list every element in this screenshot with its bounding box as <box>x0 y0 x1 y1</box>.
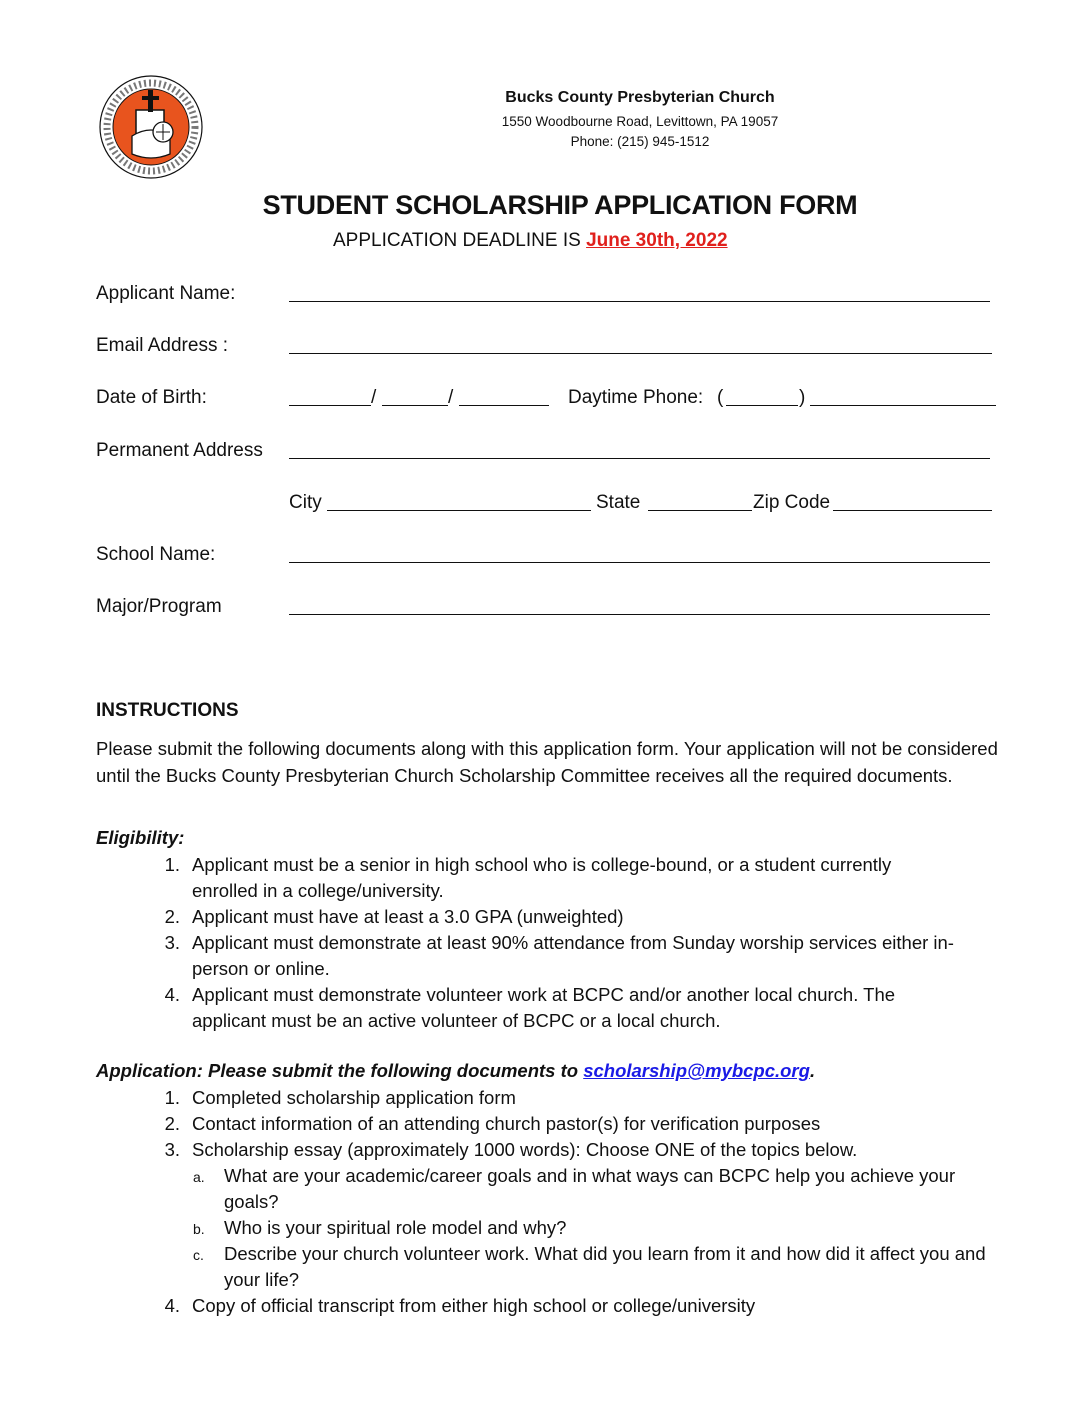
application-num-3: 3. <box>164 1139 180 1160</box>
eligibility-item-4: Applicant must demonstrate volunteer work at BCPC and/or another local church. The applicant must be an active volunteer of BCPC or a local church. <box>192 984 896 1031</box>
church-logo <box>98 74 204 180</box>
church-phone: Phone: (215) 945-1512 <box>570 134 710 149</box>
application-heading-period: . <box>809 1060 816 1081</box>
city-label: City <box>289 492 322 513</box>
school-name-label: School Name: <box>96 544 216 565</box>
dob-month-field[interactable] <box>289 405 371 406</box>
essay-topic-a: What are your academic/career goals and in what ways can BCPC help you achieve your goals? <box>224 1165 956 1212</box>
deadline-date: June 30th, 2022 <box>586 230 728 251</box>
major-field[interactable] <box>289 614 990 615</box>
essay-topic-b: Who is your spiritual role model and why? <box>224 1217 567 1238</box>
deadline-line <box>333 230 728 252</box>
zip-label: Zip Code <box>753 492 831 513</box>
eligibility-item-3: Applicant must demonstrate at least 90% attendance from Sunday worship services either in-person or online. <box>192 932 954 979</box>
phone-area-code-field[interactable] <box>726 405 798 406</box>
instructions-intro: Please submit the following documents along with this application form. Your application will not be considered until the Bucks County Presbyterian Church Scholarship Committee receives all the required documents. <box>96 738 998 786</box>
major-label: Major/Program <box>96 596 222 617</box>
application-num-1: 1. <box>164 1087 180 1108</box>
dob-year-field[interactable] <box>459 405 549 406</box>
dob-slash-1: / <box>371 387 377 408</box>
application-num-2: 2. <box>164 1113 180 1134</box>
eligibility-item-2: Applicant must have at least a 3.0 GPA (unweighted) <box>192 906 624 927</box>
application-heading-text: Application: Please submit the following documents to <box>96 1060 584 1081</box>
email-field[interactable] <box>289 353 992 354</box>
eligibility-num-3: 3. <box>164 932 180 953</box>
church-seal-logo-icon <box>98 74 204 180</box>
state-field[interactable] <box>648 510 752 511</box>
application-item-1: Completed scholarship application form <box>192 1087 516 1108</box>
dob-day-field[interactable] <box>382 405 448 406</box>
form-title: STUDENT SCHOLARSHIP APPLICATION FORM <box>262 190 858 220</box>
application-num-4: 4. <box>164 1295 180 1316</box>
phone-paren-close: ) <box>799 387 806 408</box>
permanent-address-field[interactable] <box>289 458 990 459</box>
church-name: Bucks County Presbyterian Church <box>505 89 775 106</box>
application-item-3: Scholarship essay (approximately 1000 words): Choose ONE of the topics below. <box>192 1139 858 1160</box>
eligibility-item-1: Applicant must be a senior in high school who is college-bound, or a student currently enrolled in a college/university. <box>192 854 892 901</box>
essay-topic-letter-a: a. <box>193 1169 205 1185</box>
scholarship-email-link[interactable]: scholarship@mybcpc.org <box>583 1060 810 1081</box>
eligibility-heading: Eligibility: <box>96 827 185 848</box>
phone-paren-open: ( <box>717 387 724 408</box>
eligibility-num-1: 1. <box>164 854 180 875</box>
application-heading <box>96 1060 815 1082</box>
deadline-prefix: APPLICATION DEADLINE IS <box>333 230 587 251</box>
instructions-heading: INSTRUCTIONS <box>96 700 239 721</box>
email-label: Email Address : <box>96 335 228 356</box>
applicant-name-field[interactable] <box>289 301 990 302</box>
dob-label: Date of Birth: <box>96 387 207 408</box>
phone-number-field[interactable] <box>810 405 996 406</box>
state-label: State <box>596 492 641 513</box>
applicant-name-label: Applicant Name: <box>96 283 236 304</box>
dob-slash-2: / <box>448 387 454 408</box>
zip-field[interactable] <box>833 510 992 511</box>
essay-topic-letter-b: b. <box>193 1221 205 1237</box>
church-address: 1550 Woodbourne Road, Levittown, PA 19057 <box>501 114 779 129</box>
eligibility-num-2: 2. <box>164 906 180 927</box>
application-item-2: Contact information of an attending church pastor(s) for verification purposes <box>192 1113 821 1134</box>
essay-topic-c: Describe your church volunteer work. What did you learn from it and how did it affect you and your life? <box>224 1243 986 1290</box>
eligibility-num-4: 4. <box>164 984 180 1005</box>
permanent-address-label: Permanent Address <box>96 440 263 461</box>
daytime-phone-label: Daytime Phone: <box>568 387 704 408</box>
application-item-4: Copy of official transcript from either high school or college/university <box>192 1295 756 1316</box>
essay-topic-letter-c: c. <box>193 1247 204 1263</box>
city-field[interactable] <box>327 510 591 511</box>
school-name-field[interactable] <box>289 562 990 563</box>
